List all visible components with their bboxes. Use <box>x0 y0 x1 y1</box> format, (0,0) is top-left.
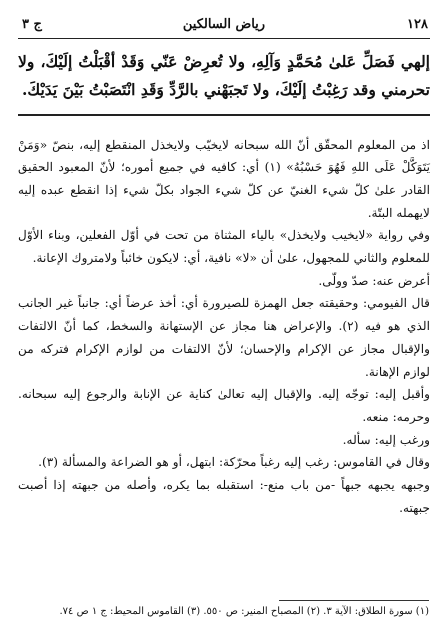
prayer-divider <box>18 114 430 116</box>
prayer-text: إلهي فَصَلِّ عَلىٰ مُحَمَّدٍ وَآلِهِ، ولا تُعرِضْ عَنّي وَقَدْ أقْبَلْتُ إلَيْكَ، ولا تحرمني وقد رَغِبْتُ إلَيْكَ، ولا تَجبَهْني بالرَّدِّ وَقَدِ انْتَصَبْتُ بَيْنَ يَدَيْكَ. <box>18 52 430 99</box>
volume-label: ج ٣ <box>22 17 42 32</box>
commentary-paragraph: قال الفيومي: وحقيقته جعل الهمزة للصيرورة أي: أخذ عرضاً أي: جانباً غير الجانب الذي هو فيه (٢). والإعراض هنا مجاز عن الإستهانة والسخط، كما أنّ الالتفات والإقبال مجاز عن الإكرام والإحسان؛ لأنّ الالتفات من لوازم الإكرام فتركه من لوازم الإهانة. <box>18 296 430 379</box>
page-header <box>18 14 430 39</box>
commentary-paragraph: وجبهه يجبهه جبهاً -من باب منع-: استقبله بما يكره، وأصله من جبهته إذا أصبت جبهته. <box>18 478 430 515</box>
page-number: ١٢٨ <box>407 17 428 32</box>
commentary-paragraph: وقال في القاموس: رغب إليه رغباً محرّكة: ابتهل، أو هو الضراعة والمسألة (٣). <box>38 455 430 470</box>
commentary-paragraph: وفي رواية «لايخيب ولايخذل» بالياء المثناة من تحت في أوّل الفعلين، وبناء الأوّل للمعلوم والثاني للمجهول، علىٰ أن «لا» نافية، أي: لايكون خائباً ولامتروك الإعانة. <box>18 228 430 266</box>
footnote-separator <box>279 600 429 601</box>
footnotes: (١) سورة الطلاق: الآية ٣. (٢) المصباح المنير: ص ٥٥٠. (٣) القاموس المحيط: ج ١ ص ٧٤. <box>59 606 429 617</box>
book-title: رياض السالكين <box>182 17 266 32</box>
commentary-paragraph: ورغب إليه: سأله. <box>342 432 430 447</box>
commentary-paragraph: وأقبل إليه: توجّه إليه. والإقبال إليه تعالىٰ كناية عن الإنابة والرجوع إليه سبحانه. وحرمه: منعه. <box>18 387 430 424</box>
commentary-paragraph: اذ من المعلوم المحقّق أنّ الله سبحانه لايخيّب ولايخذل المنقطع إليه، بنصّ «وَمَنْ يَتَوَكَّلْ عَلَى اللهِ فَهُوَ حَسْبُهُ» (١) أي: كافيه في جميع أموره؛ لأنّ المعبود الحقيق القادر علىٰ كلّ شيء الغنيّ عن كلّ شيء الجواد بكلّ شيء إذا انقطع عبده إليه لايهمله البتّة. <box>18 137 430 220</box>
page-body <box>18 48 430 519</box>
commentary-paragraph: أعرض عنه: صدّ وولّى. <box>318 273 430 288</box>
